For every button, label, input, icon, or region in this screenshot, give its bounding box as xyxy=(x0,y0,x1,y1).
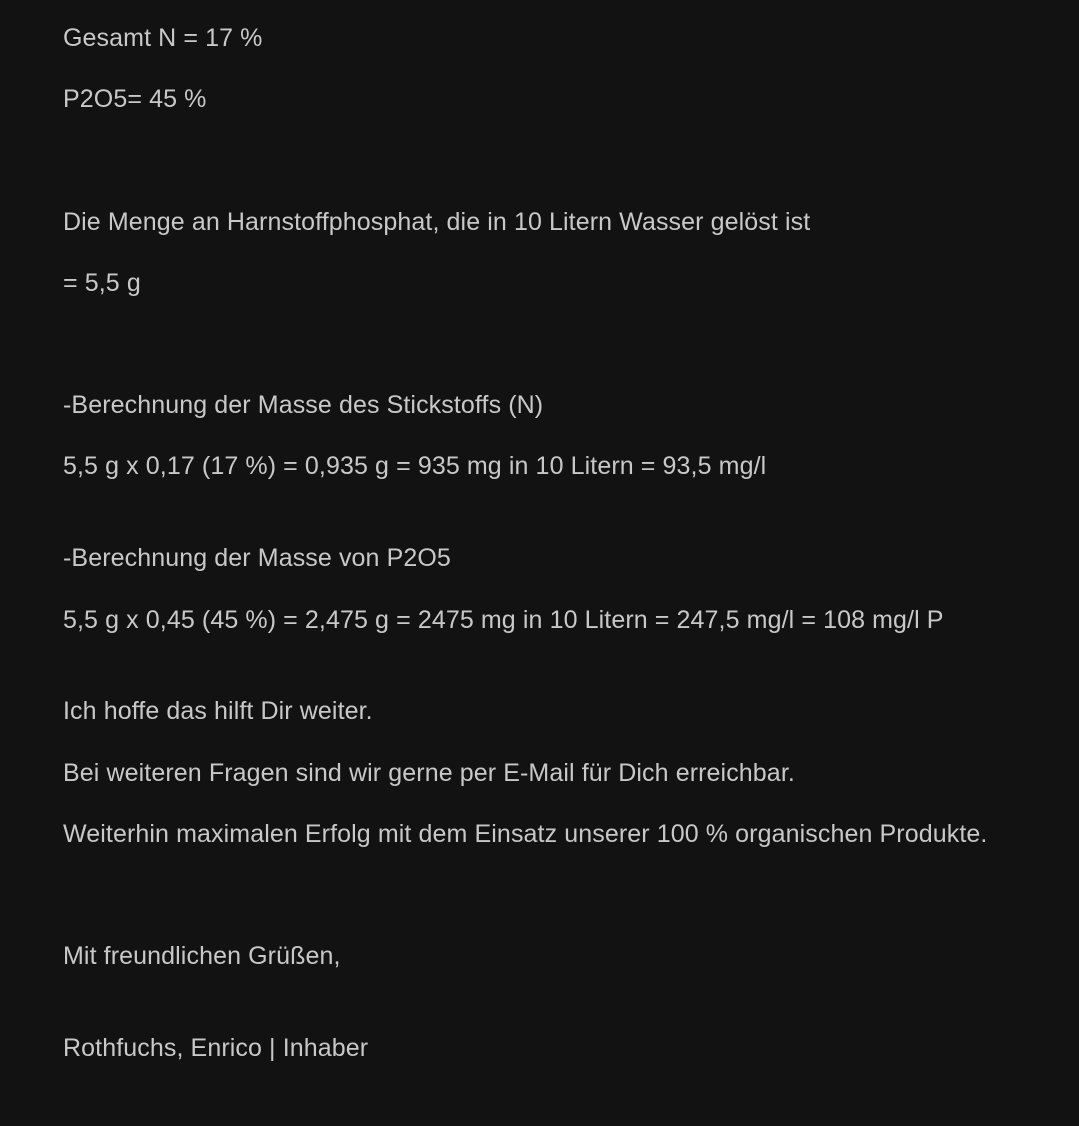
contact-line: Bei weiteren Fragen sind wir gerne per E-Mail für Dich erreichbar. xyxy=(63,759,795,787)
signature-line: Rothfuchs, Enrico | Inhaber xyxy=(63,1034,369,1062)
p2o5-calculation: 5,5 g x 0,45 (45 %) = 2,475 g = 2475 mg in 10 Litern = 247,5 mg/l = 108 mg/l P xyxy=(63,606,944,634)
amount-label-line: Die Menge an Harnstoffphosphat, die in 10 Litern Wasser gelöst ist xyxy=(63,208,811,236)
p2o5-line: P2O5= 45 % xyxy=(63,85,207,113)
hope-line: Ich hoffe das hilft Dir weiter. xyxy=(63,697,373,725)
amount-value-line: = 5,5 g xyxy=(63,269,141,297)
nitrogen-heading: -Berechnung der Masse des Stickstoffs (N) xyxy=(63,391,544,419)
p2o5-heading: -Berechnung der Masse von P2O5 xyxy=(63,544,451,572)
success-line: Weiterhin maximalen Erfolg mit dem Einsatz unserer 100 % organischen Produkte. xyxy=(63,820,988,848)
greeting-line: Mit freundlichen Grüßen, xyxy=(63,942,341,970)
total-nitrogen-line: Gesamt N = 17 % xyxy=(63,24,263,52)
nitrogen-calculation: 5,5 g x 0,17 (17 %) = 0,935 g = 935 mg in 10 Litern = 93,5 mg/l xyxy=(63,452,767,480)
